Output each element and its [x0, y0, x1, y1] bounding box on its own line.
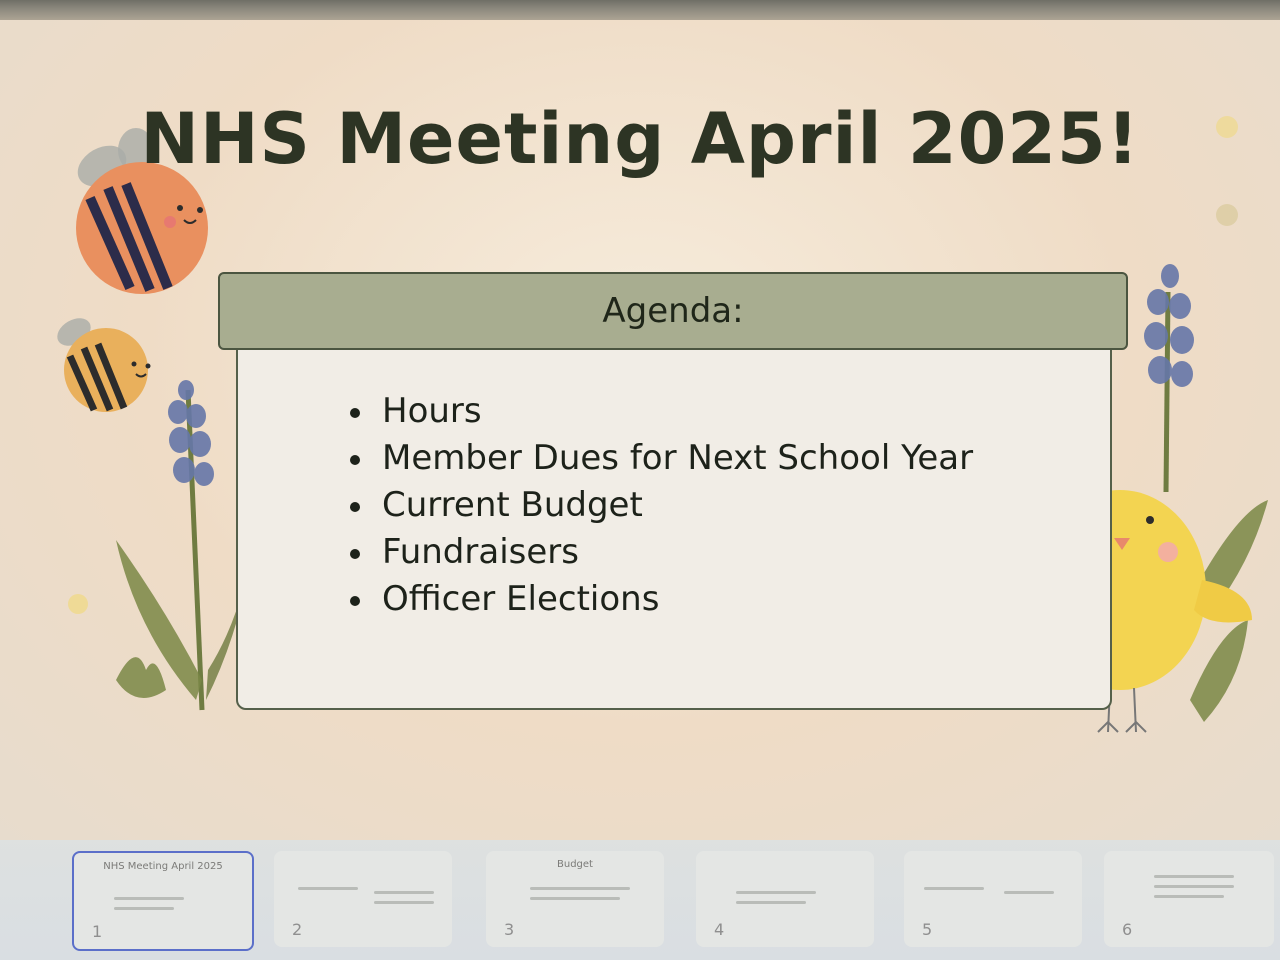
thumbnail-line: [1154, 885, 1234, 888]
thumbnail-line: [1004, 891, 1054, 894]
slide-thumbnail-2[interactable]: [274, 851, 452, 947]
agenda-item: Hours: [350, 388, 973, 435]
slide-thumbnail-1[interactable]: [72, 851, 254, 951]
thumbnail-line: [298, 887, 358, 890]
slide-thumbnail-4[interactable]: [696, 851, 874, 947]
thumbnail-line: [374, 901, 434, 904]
thumbnail-line: [530, 897, 620, 900]
slide-canvas[interactable]: [0, 20, 1280, 840]
thumbnail-number: 6: [1122, 920, 1133, 939]
slide-thumbnail-strip[interactable]: [60, 845, 1280, 955]
agenda-item: Fundraisers: [350, 529, 973, 576]
agenda-item: Officer Elections: [350, 576, 973, 623]
thumbnail-number: 5: [922, 920, 933, 939]
thumbnail-line: [114, 897, 184, 900]
thumbnail-line: [924, 887, 984, 890]
thumbnail-title: Budget: [557, 859, 593, 870]
thumbnail-title: NHS Meeting April 2025: [103, 861, 223, 872]
dot-decoration: [1216, 204, 1238, 226]
agenda-heading: Agenda:: [602, 291, 744, 331]
agenda-item: Member Dues for Next School Year: [350, 435, 973, 482]
dot-decoration: [68, 594, 88, 614]
thumbnail-line: [736, 891, 816, 894]
slide-thumbnail-5[interactable]: [904, 851, 1082, 947]
slide-thumbnail-3[interactable]: [486, 851, 664, 947]
thumbnail-line: [1154, 895, 1224, 898]
slide-thumbnail-6[interactable]: [1104, 851, 1274, 947]
dot-decoration: [1216, 116, 1238, 138]
thumbnail-number: 3: [504, 920, 515, 939]
thumbnail-number: 2: [292, 920, 303, 939]
agenda-header[interactable]: [218, 272, 1128, 350]
thumbnail-number: 4: [714, 920, 725, 939]
thumbnail-line: [1154, 875, 1234, 878]
thumbnail-line: [530, 887, 630, 890]
thumbnail-number: 1: [92, 922, 103, 941]
slide-title[interactable]: NHS Meeting April 2025!: [140, 98, 1140, 180]
agenda-item: Current Budget: [350, 482, 973, 529]
thumbnail-line: [374, 891, 434, 894]
thumbnail-line: [114, 907, 174, 910]
thumbnail-line: [736, 901, 806, 904]
flower-icon: [1130, 252, 1200, 492]
agenda-list[interactable]: [350, 388, 973, 623]
